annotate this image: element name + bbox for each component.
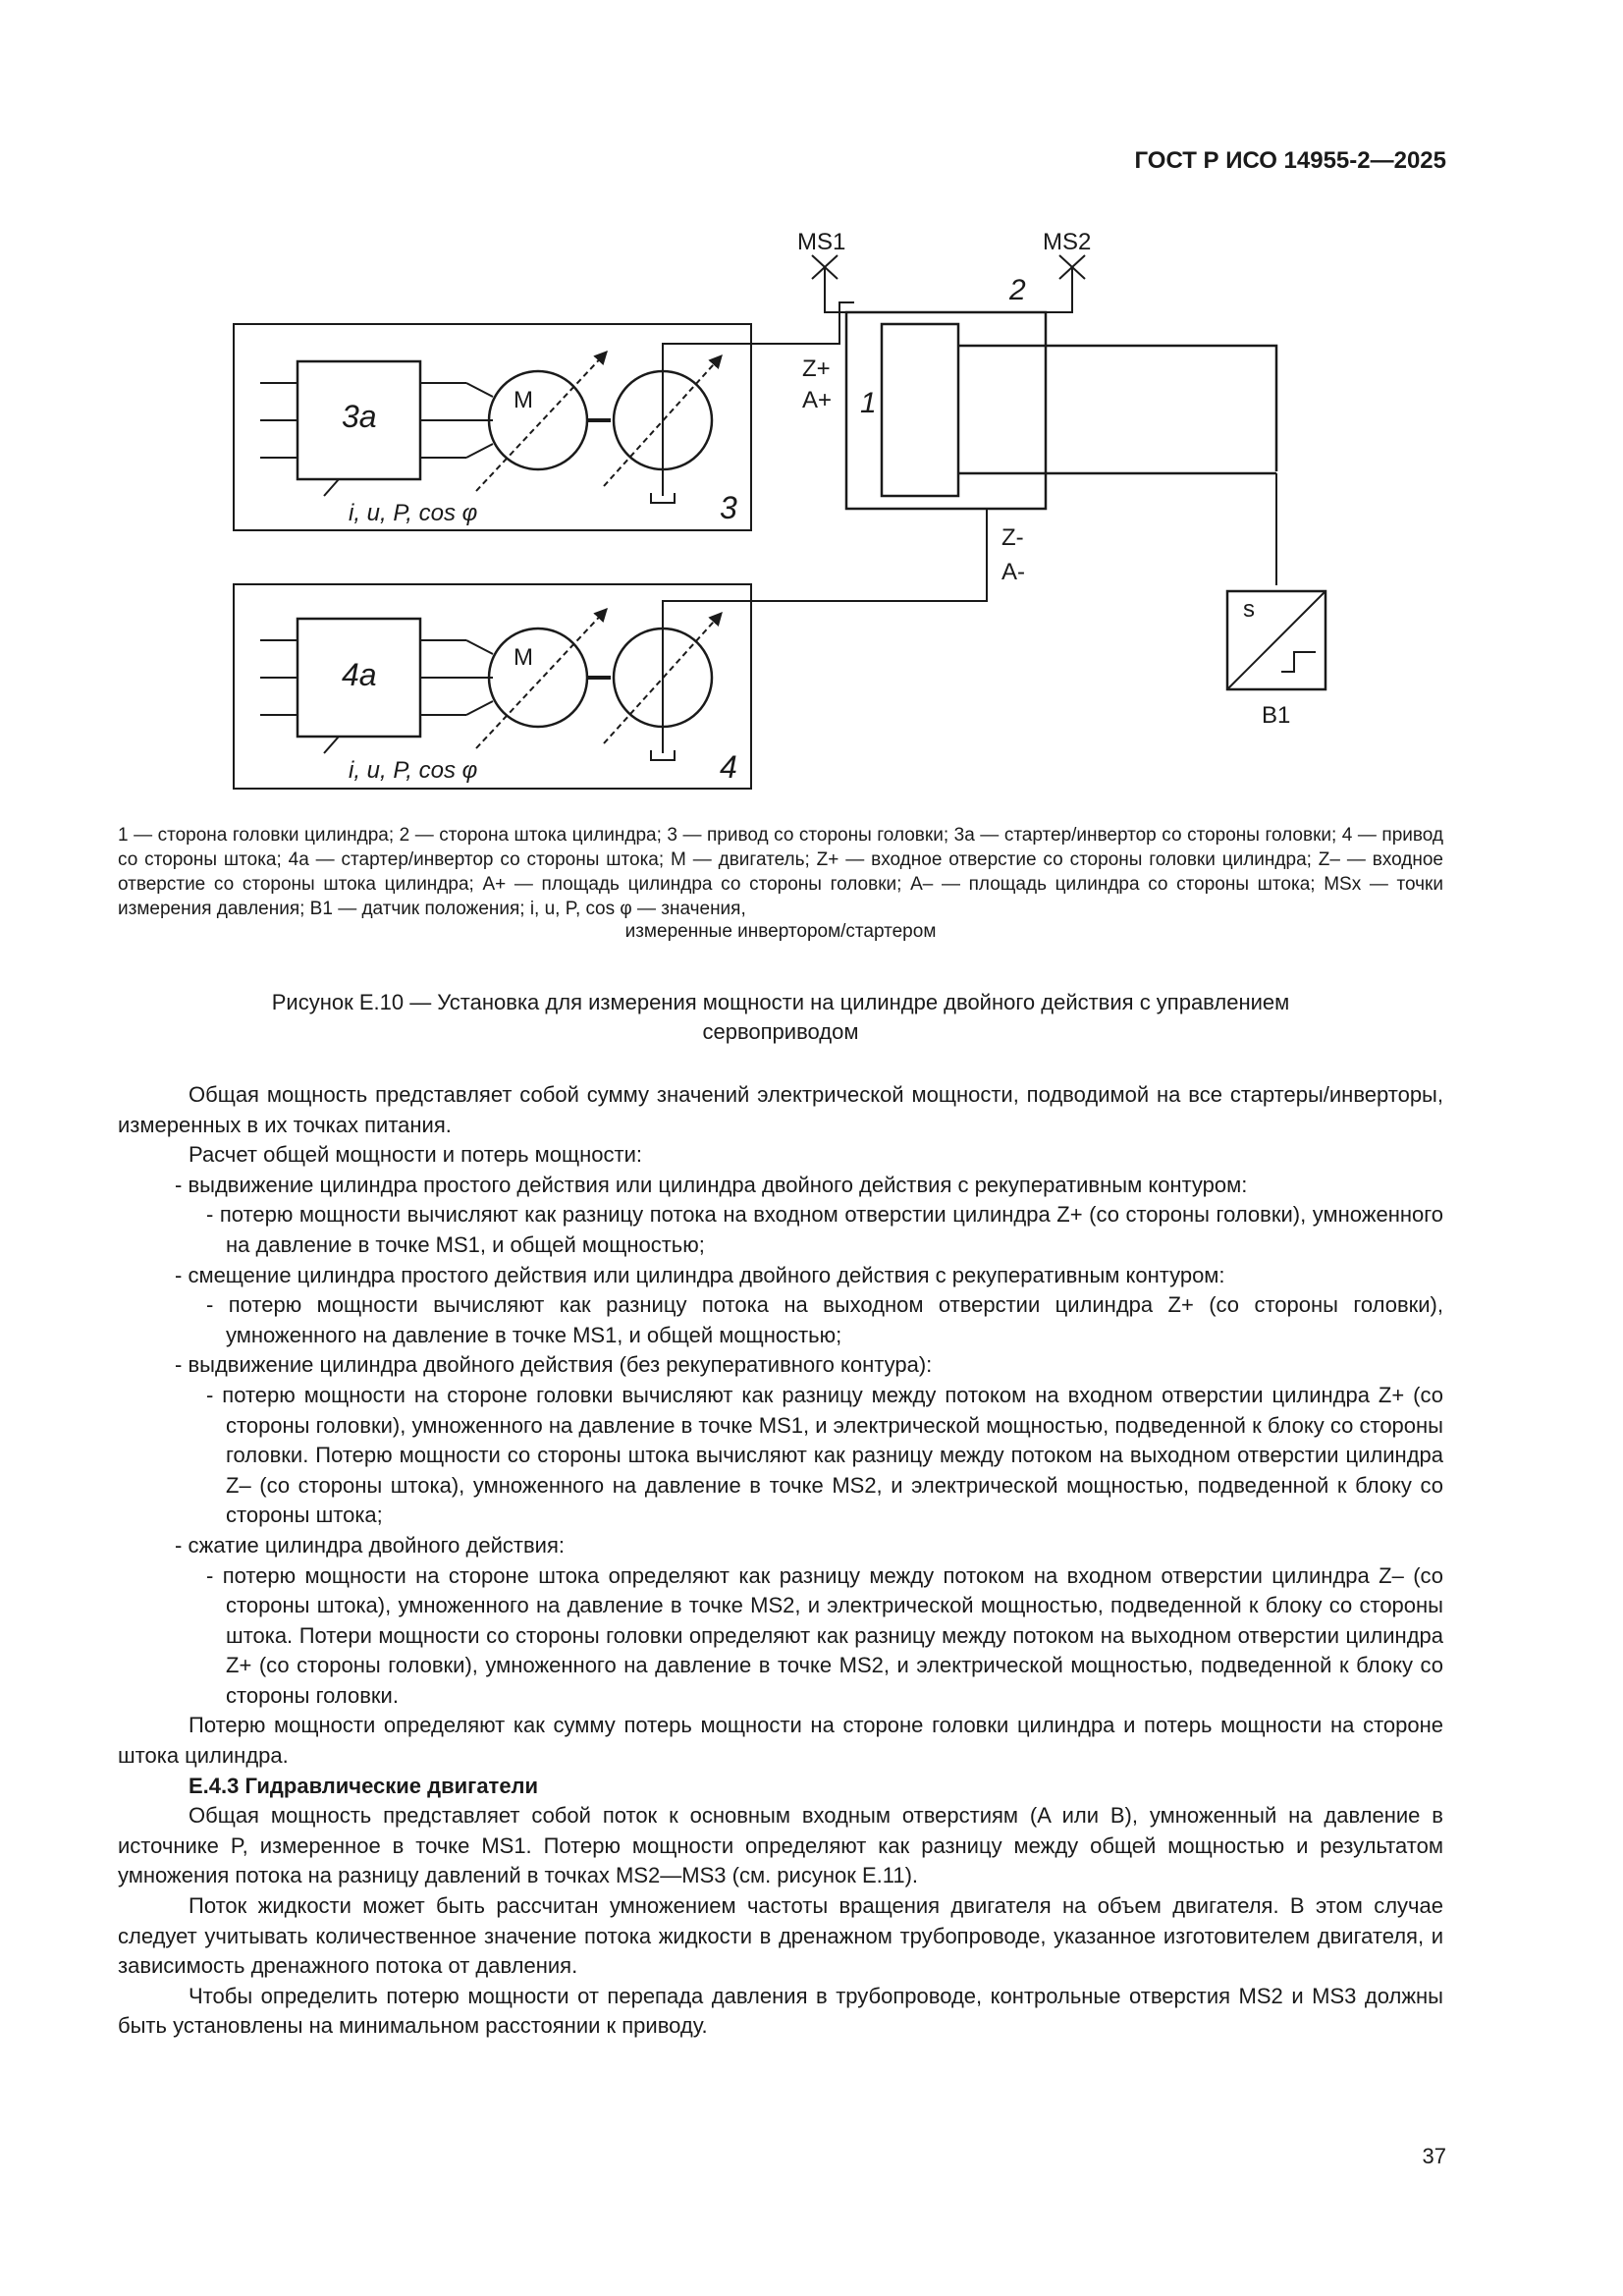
list-item: - выдвижение цилиндра простого действия или цилиндра двойного действия с рекуперативным контуром: [175, 1172, 1248, 1197]
label-ms2: MS2 [1043, 229, 1092, 255]
caption-line-2: сервоприводом [702, 1019, 859, 1044]
label-ms1: MS1 [797, 229, 846, 255]
label-zminus: Z- [1001, 524, 1024, 551]
section-heading: Е.4.3 Гидравлические двигатели [189, 1773, 539, 1798]
page-number: 37 [1422, 2144, 1446, 2168]
drive-4-frame [234, 584, 751, 789]
label-aminus: A- [1001, 559, 1025, 585]
label-num2: 2 [1009, 274, 1026, 306]
label-num1: 1 [860, 387, 877, 419]
label-measure-4: i, u, P, cos φ [349, 757, 478, 784]
label-sensor-s: s [1243, 596, 1255, 623]
list-item: - выдвижение цилиндра двойного действия (без рекуперативного контура): [175, 1352, 933, 1378]
paragraph: Расчет общей мощности и потерь мощности: [189, 1142, 642, 1168]
list-item: - сжатие цилиндра двойного действия: [175, 1532, 565, 1558]
motor-4 [489, 629, 587, 727]
paragraph: Чтобы определить потерю мощности от перепада давления в трубопроводе, контрольные отверстия MS2 и MS3 должны быть установлены на минимальном расстоянии к приводу. [118, 1983, 1443, 2039]
label-block4a: 4a [342, 657, 377, 692]
body-text [118, 1080, 1443, 2042]
label-aplus: A+ [802, 387, 833, 413]
label-num4: 4 [720, 749, 737, 785]
list-item: - смещение цилиндра простого действия или цилиндра двойного действия с рекуперативным контуром: [175, 1262, 1225, 1287]
figure-legend-last-line: измеренные инвертором/стартером [624, 921, 937, 942]
sub-list-item: - потерю мощности на стороне штока определяют как разницу между потоком на входном отверстии цилиндра Z– (со стороны штока), умноженного на давление в точке MS2, и электрической мощностью, подведенной к блоку со стороны штока. Потери мощности со стороны головки определяют как разницу между потоком на выходном отверстии цилиндра Z+ (со стороны головки), умноженного на давление в точке MS2, и электрической мощностью, подведенной к блоку со стороны головки. [206, 1562, 1443, 1708]
figure-legend: 1 — сторона головки цилиндра; 2 — сторона штока цилиндра; 3 — привод со стороны головки; 3a — стартер/инвертор со стороны головки; 4 — привод со стороны штока; 4a — стартер/инвертор со стороны штока; M — двигатель; Z+ — входное отверстие со стороны головки цилиндра; Z– — входное отверстие со стороны штока цилиндра; A+ — площадь цилиндра со стороны головки; A– — площадь цилиндра со стороны штока; MSx — точки измерения давления; B1 — датчик положения; i, u, P, cos φ — значения, [118, 825, 1443, 919]
figure-caption [118, 988, 1443, 1047]
motor-3 [489, 371, 587, 469]
label-sensor-b1: B1 [1262, 702, 1291, 729]
label-num3: 3 [720, 490, 737, 525]
sub-list-item: - потерю мощности на стороне головки вычисляют как разницу между потоком на входном отверстии цилиндра Z+ (со стороны головки), умноженного на давление в точке MS1, и электрической мощностью, подведенной к блоку со стороны головки. Потерю мощности со стороны штока вычисляют как разницу между потоком на выходном отверстии цилиндра Z– (со стороны штока), умноженного на давление в точке MS2, и электрической мощностью, подведенной к блоку со стороны штока; [206, 1382, 1443, 1528]
label-block3a: 3a [342, 399, 377, 434]
label-measure-3: i, u, P, cos φ [349, 500, 478, 526]
document-header: ГОСТ Р ИСО 14955-2—2025 [1134, 147, 1446, 174]
sub-list-item: - потерю мощности вычисляют как разницу потока на входном отверстии цилиндра Z+ (со стороны головки), умноженного на давление в точке MS1, и общей мощностью; [206, 1202, 1443, 1257]
drive-3-frame [234, 324, 751, 530]
paragraph: Потерю мощности определяют как сумму потерь мощности на стороне головки цилиндра и потерь мощности на стороне штока цилиндра. [118, 1713, 1443, 1769]
servo-cylinder-diagram [0, 0, 1623, 815]
caption-line-1: Рисунок Е.10 — Установка для измерения мощности на цилиндре двойного действия с управлением [271, 990, 1290, 1014]
cylinder-piston [882, 324, 958, 496]
label-motor-3: M [514, 387, 533, 413]
paragraph: Общая мощность представляет собой сумму значений электрической мощности, подводимой на все стартеры/инверторы, измеренных в их точках питания. [118, 1082, 1443, 1137]
paragraph: Поток жидкости может быть рассчитан умножением частоты вращения двигателя на объем двигателя. В этом случае следует учитывать количественное значение потока жидкости в дренажном трубопроводе, указанное изготовителем двигателя, и зависимость дренажного потока от давления. [118, 1893, 1443, 1979]
sub-list-item: - потерю мощности вычисляют как разницу потока на выходном отверстии цилиндра Z+ (со стороны головки), умноженного на давление в точке MS1, и общей мощностью; [206, 1292, 1443, 1347]
label-motor-4: M [514, 644, 533, 671]
label-zplus: Z+ [802, 355, 831, 382]
paragraph: Общая мощность представляет собой поток к основным входным отверстиям (A или B), умноженный на давление в источнике P, измеренное в точке MS1. Потерю мощности определяют как разницу между общей мощностью и результатом умножения потока на разницу давлений в точках MS2—MS3 (см. рисунок Е.11). [118, 1803, 1443, 1888]
